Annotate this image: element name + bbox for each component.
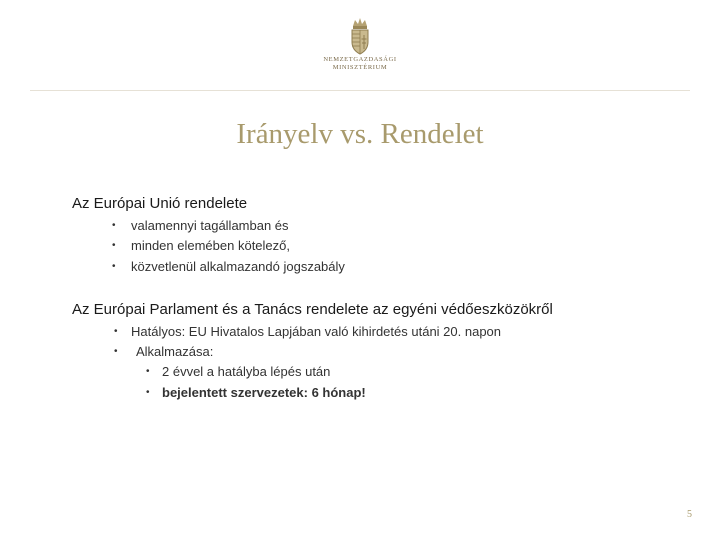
- header-divider: [30, 90, 690, 91]
- list-item: valamennyi tagállamban és: [131, 218, 289, 233]
- bullet-point: •: [112, 261, 116, 272]
- sub-list-item: bejelentett szervezetek: 6 hónap!: [162, 385, 366, 400]
- list-item: Hatályos: EU Hivatalos Lapjában való kihirdetés utáni 20. napon: [131, 324, 502, 339]
- sub-list-item: 2 évvel a hatályba lépés után: [162, 364, 331, 379]
- hungarian-coat-of-arms-icon: [348, 16, 372, 56]
- section-heading-eu-regulation: Az Európai Unió rendelete: [72, 195, 248, 212]
- list-item: közvetlenül alkalmazandó jogszabály: [131, 259, 345, 274]
- logo-text-line2: MINISZTÉRIUM: [332, 64, 388, 71]
- logo-text-line1: NEMZETGAZDASÁGI: [323, 56, 397, 63]
- section-heading-ppe-regulation: Az Európai Parlament és a Tanács rendelete az egyéni védőeszközökről: [72, 301, 553, 318]
- bullet-point: •: [114, 346, 118, 357]
- bullet-point: •: [112, 220, 116, 231]
- list-item: minden elemében kötelező,: [131, 238, 290, 253]
- ministry-logo: [317, 16, 403, 92]
- bullet-point: •: [114, 326, 118, 337]
- list-item: Alkalmazása:: [136, 344, 214, 359]
- bullet-point: •: [112, 240, 116, 251]
- page-number: 5: [687, 509, 692, 520]
- sub-bullet-point: •: [146, 387, 150, 398]
- sub-bullet-point: •: [146, 366, 150, 377]
- slide-title: Irányelv vs. Rendelet: [236, 118, 484, 150]
